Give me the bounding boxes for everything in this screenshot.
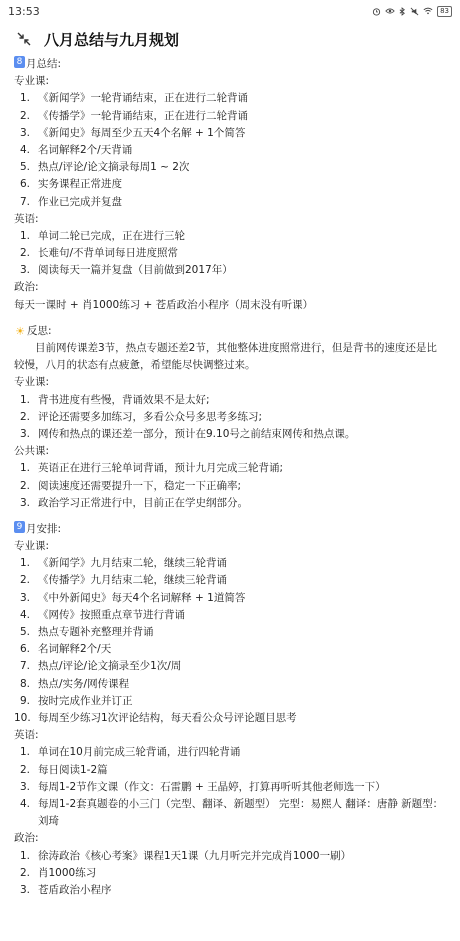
list-item-text: 每日阅读1-2篇 bbox=[38, 763, 108, 776]
list-item-number: 10. bbox=[14, 711, 31, 724]
list-item bbox=[14, 848, 460, 865]
sep-english-list bbox=[0, 744, 460, 830]
list-item bbox=[14, 710, 460, 727]
list-item-number: 1. bbox=[20, 229, 31, 242]
list-item bbox=[14, 262, 460, 279]
aug-english-label: 英语: bbox=[14, 212, 39, 225]
sep-politics-list bbox=[0, 848, 460, 900]
list-item-text: 名词解释2个/天 bbox=[38, 643, 112, 656]
list-item bbox=[14, 590, 460, 607]
list-item-number: 2. bbox=[20, 410, 31, 423]
sun-icon: ☀ bbox=[15, 324, 25, 338]
list-item-number: 3. bbox=[20, 591, 31, 604]
list-item-number: 6. bbox=[20, 643, 31, 656]
list-item-text: 热点/评论/论文摘录每周1 ~ 2次 bbox=[38, 161, 190, 174]
list-item bbox=[14, 125, 460, 142]
list-item-number: 9. bbox=[20, 694, 31, 707]
list-item-text: 《传播学》九月结束二轮，继续三轮背诵 bbox=[38, 574, 227, 587]
aug-politics-text: 每天一课时 + 肖1000练习 + 苍盾政治小程序（周末没有听课） bbox=[14, 298, 314, 311]
list-item-number: 3. bbox=[20, 264, 31, 277]
list-item-number: 1. bbox=[20, 462, 31, 475]
list-item-text: 每周至少练习1次评论结构，每天看公众号评论题目思考 bbox=[38, 711, 297, 724]
list-item-text: 评论还需要多加练习，多看公众号多思考多练习; bbox=[38, 410, 263, 423]
eye-icon bbox=[385, 7, 395, 15]
list-item-number: 2. bbox=[20, 479, 31, 492]
list-item bbox=[14, 90, 460, 107]
list-item-number: 3. bbox=[20, 496, 31, 509]
list-item-text: 《传播学》一轮背诵结束，正在进行二轮背诵 bbox=[38, 109, 248, 122]
aug-english-list bbox=[0, 228, 460, 280]
list-item-text: 单词在10月前完成三轮背诵，进行四轮背诵 bbox=[38, 746, 241, 759]
page-title: 八月总结与九月规划 bbox=[44, 30, 180, 49]
list-item bbox=[14, 228, 460, 245]
list-item bbox=[14, 409, 460, 426]
mute-icon bbox=[410, 7, 419, 16]
list-item-text: 网传和热点的课还差一部分，预计在9.10号之前结束网传和热点课。 bbox=[38, 427, 356, 440]
reflect-paragraph: 目前网传课差3节，热点专题还差2节，其他整体进度照常进行，但是背书的速度还是比较慢，八月的状态有点疲惫，希望能尽快调整过来。 bbox=[14, 342, 437, 372]
list-item-text: 热点/实务/网传课程 bbox=[38, 677, 130, 690]
list-item bbox=[14, 607, 460, 624]
list-item bbox=[14, 882, 460, 899]
status-icons bbox=[372, 6, 452, 17]
list-item-number: 2. bbox=[20, 866, 31, 879]
reflect-major-list bbox=[0, 392, 460, 444]
list-item bbox=[14, 478, 460, 495]
list-item-text: 每周1-2套真题卷的小三门（完型、翻译、新题型） 完型：易熙人 翻译：唐静 新题型：刘琦 bbox=[38, 797, 444, 828]
list-item-number: 7. bbox=[20, 660, 31, 673]
list-item-text: 名词解释2个/天背诵 bbox=[38, 143, 133, 156]
battery-indicator: 83 bbox=[437, 6, 452, 17]
sep-badge: 9 bbox=[14, 521, 25, 533]
list-item-number: 8. bbox=[20, 677, 31, 690]
list-item-number: 1. bbox=[20, 849, 31, 862]
list-item-text: 长难句/不背单词每日进度照常 bbox=[38, 247, 179, 260]
list-item-number: 2. bbox=[20, 574, 31, 587]
list-item bbox=[14, 495, 460, 512]
list-item-number: 6. bbox=[20, 178, 31, 191]
list-item bbox=[14, 744, 460, 761]
list-item-text: 苍盾政治小程序 bbox=[38, 883, 112, 896]
sep-major-label: 专业课: bbox=[14, 540, 50, 553]
list-item bbox=[14, 676, 460, 693]
list-item-number: 7. bbox=[20, 195, 31, 208]
list-item-text: 《新闻学》一轮背诵结束，正在进行二轮背诵 bbox=[38, 92, 248, 105]
list-item-number: 3. bbox=[20, 780, 31, 793]
list-item bbox=[14, 779, 460, 796]
list-item bbox=[14, 245, 460, 262]
list-item-number: 3. bbox=[20, 883, 31, 896]
list-item-number: 2. bbox=[20, 109, 31, 122]
collapse-icon[interactable] bbox=[14, 29, 34, 49]
list-item-text: 作业已完成并复盘 bbox=[38, 195, 122, 208]
list-item-number: 4. bbox=[20, 797, 31, 810]
sep-heading: 9 月安排: bbox=[0, 521, 460, 538]
list-item bbox=[14, 460, 460, 477]
list-item-text: 每周1-2节作文课（作文：石雷鹏 + 王晶婷，打算再听听其他老师选一下） bbox=[38, 780, 386, 793]
list-item bbox=[14, 762, 460, 779]
list-item bbox=[14, 658, 460, 675]
aug-heading: 8 月总结: bbox=[0, 56, 460, 73]
sep-politics-label: 政治: bbox=[14, 832, 39, 845]
list-item-text: 《新闻史》每周至少五天4个名解 + 1个简答 bbox=[38, 126, 246, 139]
aug-badge: 8 bbox=[14, 56, 25, 68]
list-item-text: 阅读每天一篇并复盘（目前做到2017年） bbox=[38, 264, 233, 277]
list-item-text: 《网传》按照重点章节进行背诵 bbox=[38, 608, 185, 621]
list-item-text: 按时完成作业并订正 bbox=[38, 694, 133, 707]
list-item-number: 2. bbox=[20, 247, 31, 260]
list-item-number: 1. bbox=[20, 92, 31, 105]
list-item-number: 1. bbox=[20, 557, 31, 570]
reflect-public-label: 公共课: bbox=[14, 445, 50, 458]
list-item bbox=[14, 108, 460, 125]
sep-major-list bbox=[0, 555, 460, 727]
status-time: 13:53 bbox=[8, 4, 40, 18]
list-item-text: 英语正在进行三轮单词背诵，预计九月完成三轮背诵; bbox=[38, 462, 284, 475]
list-item bbox=[14, 693, 460, 710]
reflect-public-list bbox=[0, 460, 460, 512]
list-item-text: 《中外新闻史》每天4个名词解释 + 1道简答 bbox=[38, 591, 246, 604]
list-item-text: 背书进度有些慢，背诵效果不是太好; bbox=[38, 393, 210, 406]
list-item-text: 实务课程正常进度 bbox=[38, 178, 122, 191]
alarm-icon bbox=[372, 7, 381, 16]
list-item-text: 肖1000练习 bbox=[38, 866, 97, 879]
list-item-number: 2. bbox=[20, 763, 31, 776]
list-item-number: 5. bbox=[20, 161, 31, 174]
list-item-number: 3. bbox=[20, 427, 31, 440]
list-item-number: 4. bbox=[20, 608, 31, 621]
list-item bbox=[14, 142, 460, 159]
page-header bbox=[0, 22, 460, 56]
list-item bbox=[14, 865, 460, 882]
sep-english-label: 英语: bbox=[14, 729, 39, 742]
list-item bbox=[14, 624, 460, 641]
reflect-major-label: 专业课: bbox=[14, 376, 50, 389]
reflect-heading: ☀ 反思: bbox=[0, 323, 460, 340]
status-bar bbox=[0, 0, 460, 22]
aug-major-label: 专业课: bbox=[14, 75, 50, 88]
wifi-icon bbox=[423, 7, 433, 15]
note-content bbox=[0, 56, 460, 899]
list-item-text: 热点专题补充整理并背诵 bbox=[38, 626, 154, 639]
list-item-text: 单词二轮已完成，正在进行三轮 bbox=[38, 229, 185, 242]
bluetooth-icon bbox=[399, 7, 406, 16]
list-item bbox=[14, 796, 460, 830]
list-item bbox=[14, 194, 460, 211]
list-item bbox=[14, 572, 460, 589]
list-item-text: 徐涛政治《核心考案》课程1天1课（九月听完并完成肖1000一刷） bbox=[38, 849, 352, 862]
list-item bbox=[14, 641, 460, 658]
list-item bbox=[14, 555, 460, 572]
list-item-number: 3. bbox=[20, 126, 31, 139]
list-item-number: 1. bbox=[20, 746, 31, 759]
list-item-text: 阅读速度还需要提升一下，稳定一下正确率; bbox=[38, 479, 242, 492]
aug-major-list bbox=[0, 90, 460, 210]
list-item-text: 热点/评论/论文摘录至少1次/周 bbox=[38, 660, 182, 673]
list-item-text: 《新闻学》九月结束二轮，继续三轮背诵 bbox=[38, 557, 227, 570]
list-item-number: 1. bbox=[20, 393, 31, 406]
aug-politics-label: 政治: bbox=[14, 281, 39, 294]
list-item bbox=[14, 426, 460, 443]
list-item-number: 5. bbox=[20, 626, 31, 639]
list-item bbox=[14, 392, 460, 409]
list-item-number: 4. bbox=[20, 143, 31, 156]
list-item-text: 政治学习正常进行中，目前正在学史纲部分。 bbox=[38, 496, 248, 509]
list-item bbox=[14, 159, 460, 176]
list-item bbox=[14, 176, 460, 193]
